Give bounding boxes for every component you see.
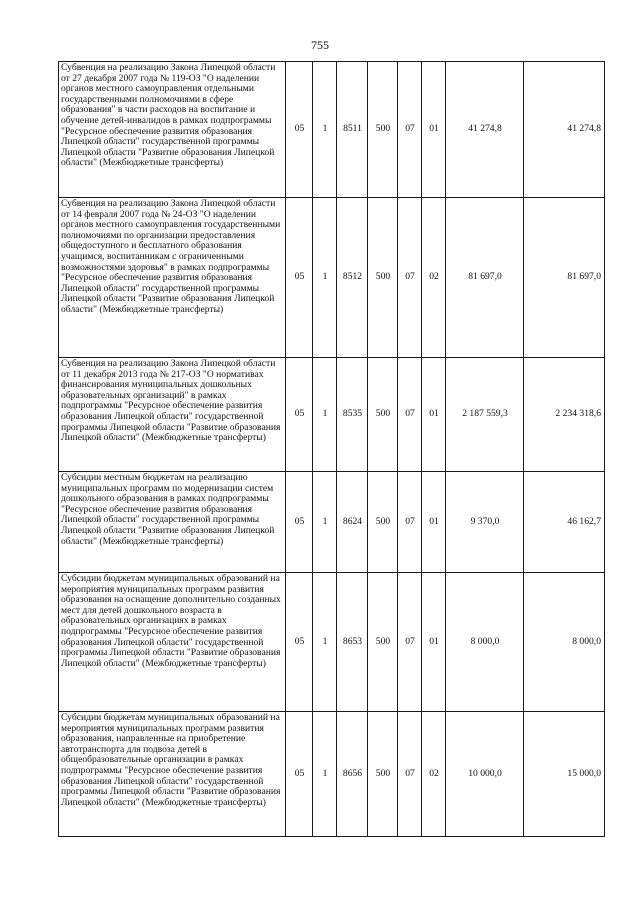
expense-type-code: 500 — [368, 573, 398, 712]
table-row — [59, 472, 605, 573]
subsection-code: 02 — [422, 198, 446, 358]
target-article-code: 8624 — [337, 472, 368, 573]
row-description: Субсидии бюджетам муниципальных образований на мероприятия муниципальных программ развития образования, направленные на приобретение автотранспорта для подвоза детей в общеобразовательные организации в рамках подпрограммы "Ресурсное обеспечение развития образования Липецкой области" государственной программы Липецкой области "Развитие образования Липецкой области" (Межбюджетные трансферты) — [59, 712, 286, 837]
subsection-code: 01 — [422, 62, 446, 198]
section-code: 07 — [398, 712, 422, 837]
target-article-code: 8511 — [337, 62, 368, 198]
section-code: 07 — [398, 573, 422, 712]
subprogram-code: 1 — [313, 62, 337, 198]
section-code: 07 — [398, 358, 422, 472]
amount-second: 15 000,0 — [524, 712, 605, 837]
amount-second: 41 274,8 — [524, 62, 605, 198]
subprogram-code: 1 — [313, 573, 337, 712]
expense-type-code: 500 — [368, 712, 398, 837]
table-row — [59, 62, 605, 198]
row-description: Субсидии местным бюджетам на реализацию муниципальных программ по модернизации систем дошкольного образования в рамках подпрограммы "Ресурсное обеспечение развития образования Липецкой области" государственной программы Липецкой области "Развитие образования Липецкой области" (Межбюджетные трансферты) — [59, 472, 286, 573]
amount-first: 81 697,0 — [446, 198, 524, 358]
subprogram-code: 1 — [313, 198, 337, 358]
program-code: 05 — [286, 198, 313, 358]
amount-first: 41 274,8 — [446, 62, 524, 198]
program-code: 05 — [286, 62, 313, 198]
table-row — [59, 358, 605, 472]
expense-type-code: 500 — [368, 198, 398, 358]
row-description: Субсидии бюджетам муниципальных образований на мероприятия муниципальных программ развития образования на оснащение дополнительно созданных мест для детей дошкольного возраста в образовательных организациях в рамках подпрограммы "Ресурсное обеспечение развития образования Липецкой области" государственной программы Липецкой области "Развитие образования Липецкой области" (Межбюджетные трансферты) — [59, 573, 286, 712]
target-article-code: 8512 — [337, 198, 368, 358]
row-description: Субвенция на реализацию Закона Липецкой области от 14 февраля 2007 года № 24-ОЗ "О наделении органов местного самоуправления государственными полномочиями по организации предоставления общедоступного и бесплатного образования учащимся, воспитанникам с ограниченными возможностями здоровья" в рамках подпрограммы "Ресурсное обеспечение развития образования Липецкой области" государственной программы Липецкой области "Развитие образования Липецкой области" (Межбюджетные трансферты) — [59, 198, 286, 358]
subsection-code: 01 — [422, 472, 446, 573]
page-number: 755 — [311, 38, 329, 52]
section-code: 07 — [398, 62, 422, 198]
amount-second: 81 697,0 — [524, 198, 605, 358]
section-code: 07 — [398, 198, 422, 358]
subprogram-code: 1 — [313, 472, 337, 573]
subsection-code: 01 — [422, 358, 446, 472]
amount-first: 8 000,0 — [446, 573, 524, 712]
amount-second: 8 000,0 — [524, 573, 605, 712]
subsection-code: 01 — [422, 573, 446, 712]
expense-type-code: 500 — [368, 62, 398, 198]
expense-type-code: 500 — [368, 472, 398, 573]
target-article-code: 8535 — [337, 358, 368, 472]
row-description: Субвенция на реализацию Закона Липецкой области от 27 декабря 2007 года № 119-ОЗ "О наделении органов местного самоуправления отдельными государственными полномочиями в сфере образования" в части расходов на воспитание и обучение детей-инвалидов в рамках подпрограммы "Ресурсное обеспечение развития образования Липецкой области" государственной программы Липецкой области "Развитие образования Липецкой области" (Межбюджетные трансферты) — [59, 62, 286, 198]
amount-first: 10 000,0 — [446, 712, 524, 837]
amount-first: 2 187 559,3 — [446, 358, 524, 472]
expense-type-code: 500 — [368, 358, 398, 472]
program-code: 05 — [286, 712, 313, 837]
budget-table — [58, 61, 605, 837]
target-article-code: 8653 — [337, 573, 368, 712]
program-code: 05 — [286, 472, 313, 573]
target-article-code: 8656 — [337, 712, 368, 837]
amount-second: 46 162,7 — [524, 472, 605, 573]
subprogram-code: 1 — [313, 712, 337, 837]
program-code: 05 — [286, 358, 313, 472]
subsection-code: 02 — [422, 712, 446, 837]
table-row — [59, 573, 605, 712]
row-description: Субвенция на реализацию Закона Липецкой области от 11 декабря 2013 года № 217-ОЗ "О нормативах финансирования муниципальных дошкольных образовательных организаций" в рамках подпрограммы "Ресурсное обеспечение развития образования Липецкой области" государственной программы Липецкой области "Развитие образования Липецкой области" (Межбюджетные трансферты) — [59, 358, 286, 472]
subprogram-code: 1 — [313, 358, 337, 472]
amount-second: 2 234 318,6 — [524, 358, 605, 472]
amount-first: 9 370,0 — [446, 472, 524, 573]
table-row — [59, 712, 605, 837]
program-code: 05 — [286, 573, 313, 712]
section-code: 07 — [398, 472, 422, 573]
table-row — [59, 198, 605, 358]
